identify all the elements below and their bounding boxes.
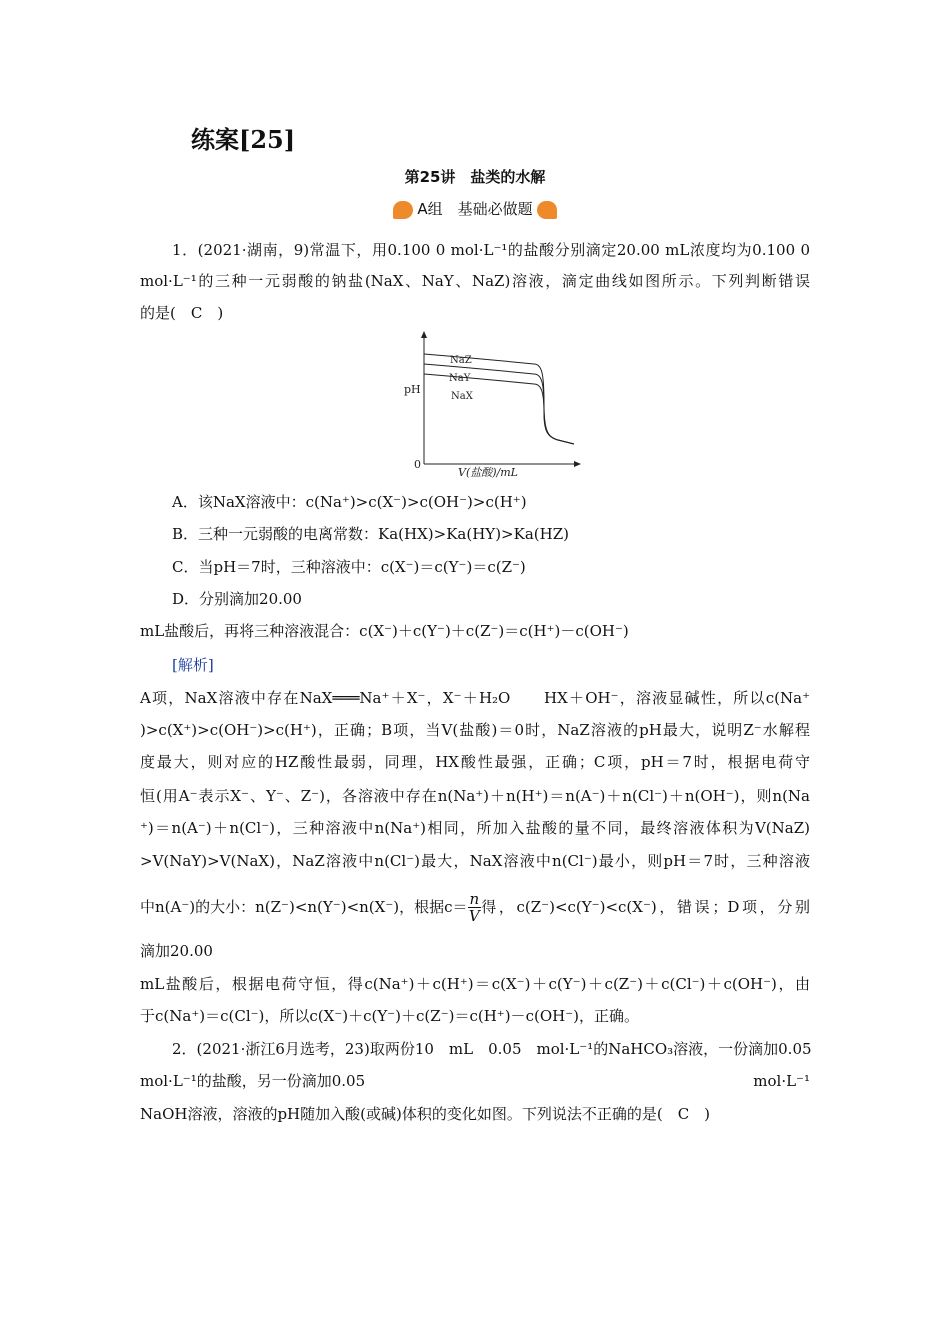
group-label: A组 基础必做题 <box>417 200 533 218</box>
x-axis-label: V(盐酸)/mL <box>458 466 518 478</box>
q1-line1: 1．(2021·湖南，9)常温下，用0.100 0 mol·L⁻¹的盐酸分别滴定20.00 mL浓度均为0.100 0 <box>172 241 810 259</box>
fraction: $\frac{n}{V}$ <box>468 889 480 925</box>
y-axis-label: pH <box>404 383 421 396</box>
series-label-nax: NaX <box>451 391 473 402</box>
q1-option-a: A．该NaX溶液中：c(Na⁺)>c(X⁻)>c(OH⁻)>c(H⁺) <box>172 493 527 511</box>
curve-naz <box>424 354 574 444</box>
analysis-line: 恒(用A⁻表示X⁻、Y⁻、Z⁻)，各溶液中存在n(Na⁺)＋n(H⁺)＝n(A⁻)＋n(Cl⁻)＋n(OH⁻)，则n(Na <box>140 787 810 805</box>
series-label-naz: NaZ <box>450 355 472 366</box>
x-axis-arrow <box>574 461 581 467</box>
q1-option-c: C．当pH＝7时，三种溶液中：c(X⁻)＝c(Y⁻)＝c(Z⁻) <box>172 558 526 576</box>
analysis-line: )>c(X⁺)>c(OH⁻)>c(H⁺)，正确；B项，当V(盐酸)＝0时，NaZ溶液的pH最大，说明Z⁻水解程 <box>140 721 810 739</box>
analysis-line: 度最大，则对应的HZ酸性最弱，同理，HX酸性最强，正确；C项，pH＝7时，根据电荷守 <box>140 753 810 771</box>
q1-line2: mol·L⁻¹的三种一元弱酸的钠盐(NaX、NaY、NaZ)溶液，滴定曲线如图所示。下列判断错误 <box>140 272 810 290</box>
q1-option-d: D．分别滴加20.00 <box>172 590 302 608</box>
series-label-nay: NaY <box>449 373 471 384</box>
q2-line2a: mol·L⁻¹的盐酸，另一份滴加0.05 <box>140 1072 366 1090</box>
q2-line3: NaOH溶液，溶液的pH随加入酸(或碱)体积的变化如图。下列说法不正确的是( C ) <box>140 1105 711 1123</box>
lesson-title: 第25讲 盐类的水解 <box>404 168 546 186</box>
analysis-line: >V(NaY)>V(NaX)，NaZ溶液中n(Cl⁻)最大，NaX溶液中n(Cl⁻)最小，则pH＝7时，三种溶液 <box>140 852 810 870</box>
page-title: 练案[25] <box>191 125 296 154</box>
y-axis-arrow <box>421 331 427 338</box>
analysis-line: mL盐酸后，根据电荷守恒，得c(Na⁺)＋c(H⁺)＝c(X⁻)＋c(Y⁻)＋c(Z⁻)＋c(Cl⁻)＋c(OH⁻)，由 <box>140 975 810 993</box>
q1-option-b: B．三种一元弱酸的电离常数：Ka(HX)>Ka(HY)>Ka(HZ) <box>172 525 569 543</box>
analysis-fraction-text-a: 中n(A⁻)的大小：n(Z⁻)<n(Y⁻)<n(X⁻)，根据c＝ <box>140 898 468 916</box>
analysis-fraction-line <box>140 886 810 928</box>
quote-right-icon <box>537 201 557 219</box>
q1-line3: 的是( C ) <box>140 304 224 322</box>
analysis-label: [解析] <box>172 656 214 674</box>
analysis-line: ⁺)＝n(A⁻)＋n(Cl⁻)，三种溶液中n(Na⁺)相同，所加入盐酸的量不同，最终溶液体积为V(NaZ) <box>140 819 810 837</box>
q2-line2b: mol·L⁻¹ <box>753 1072 810 1090</box>
group-heading <box>0 198 950 219</box>
analysis-fraction-text-b: 得，c(Z⁻)<c(Y⁻)<c(X⁻)，错误；D项，分别 <box>481 898 810 916</box>
analysis-line: A项，NaX溶液中存在NaX═══Na⁺＋X⁻，X⁻＋H₂O HX＋OH⁻，溶液显碱性，所以c(Na⁺ <box>140 689 810 707</box>
quote-left-icon <box>393 201 413 219</box>
curve-nax <box>424 374 574 444</box>
q1-option-d-cont: mL盐酸后，再将三种溶液混合：c(X⁻)＋c(Y⁻)＋c(Z⁻)＝c(H⁺)－c(OH⁻) <box>140 622 629 640</box>
analysis-line: 于c(Na⁺)＝c(Cl⁻)，所以c(X⁻)＋c(Y⁻)＋c(Z⁻)＝c(H⁺)－c(OH⁻)，正确。 <box>140 1007 639 1025</box>
titration-chart <box>396 330 582 478</box>
q2-line1: 2．(2021·浙江6月选考，23)取两份10 mL 0.05 mol·L⁻¹的NaHCO₃溶液，一份滴加0.05 <box>172 1040 812 1058</box>
analysis-line: 滴加20.00 <box>140 942 213 960</box>
origin-label: 0 <box>414 458 421 471</box>
